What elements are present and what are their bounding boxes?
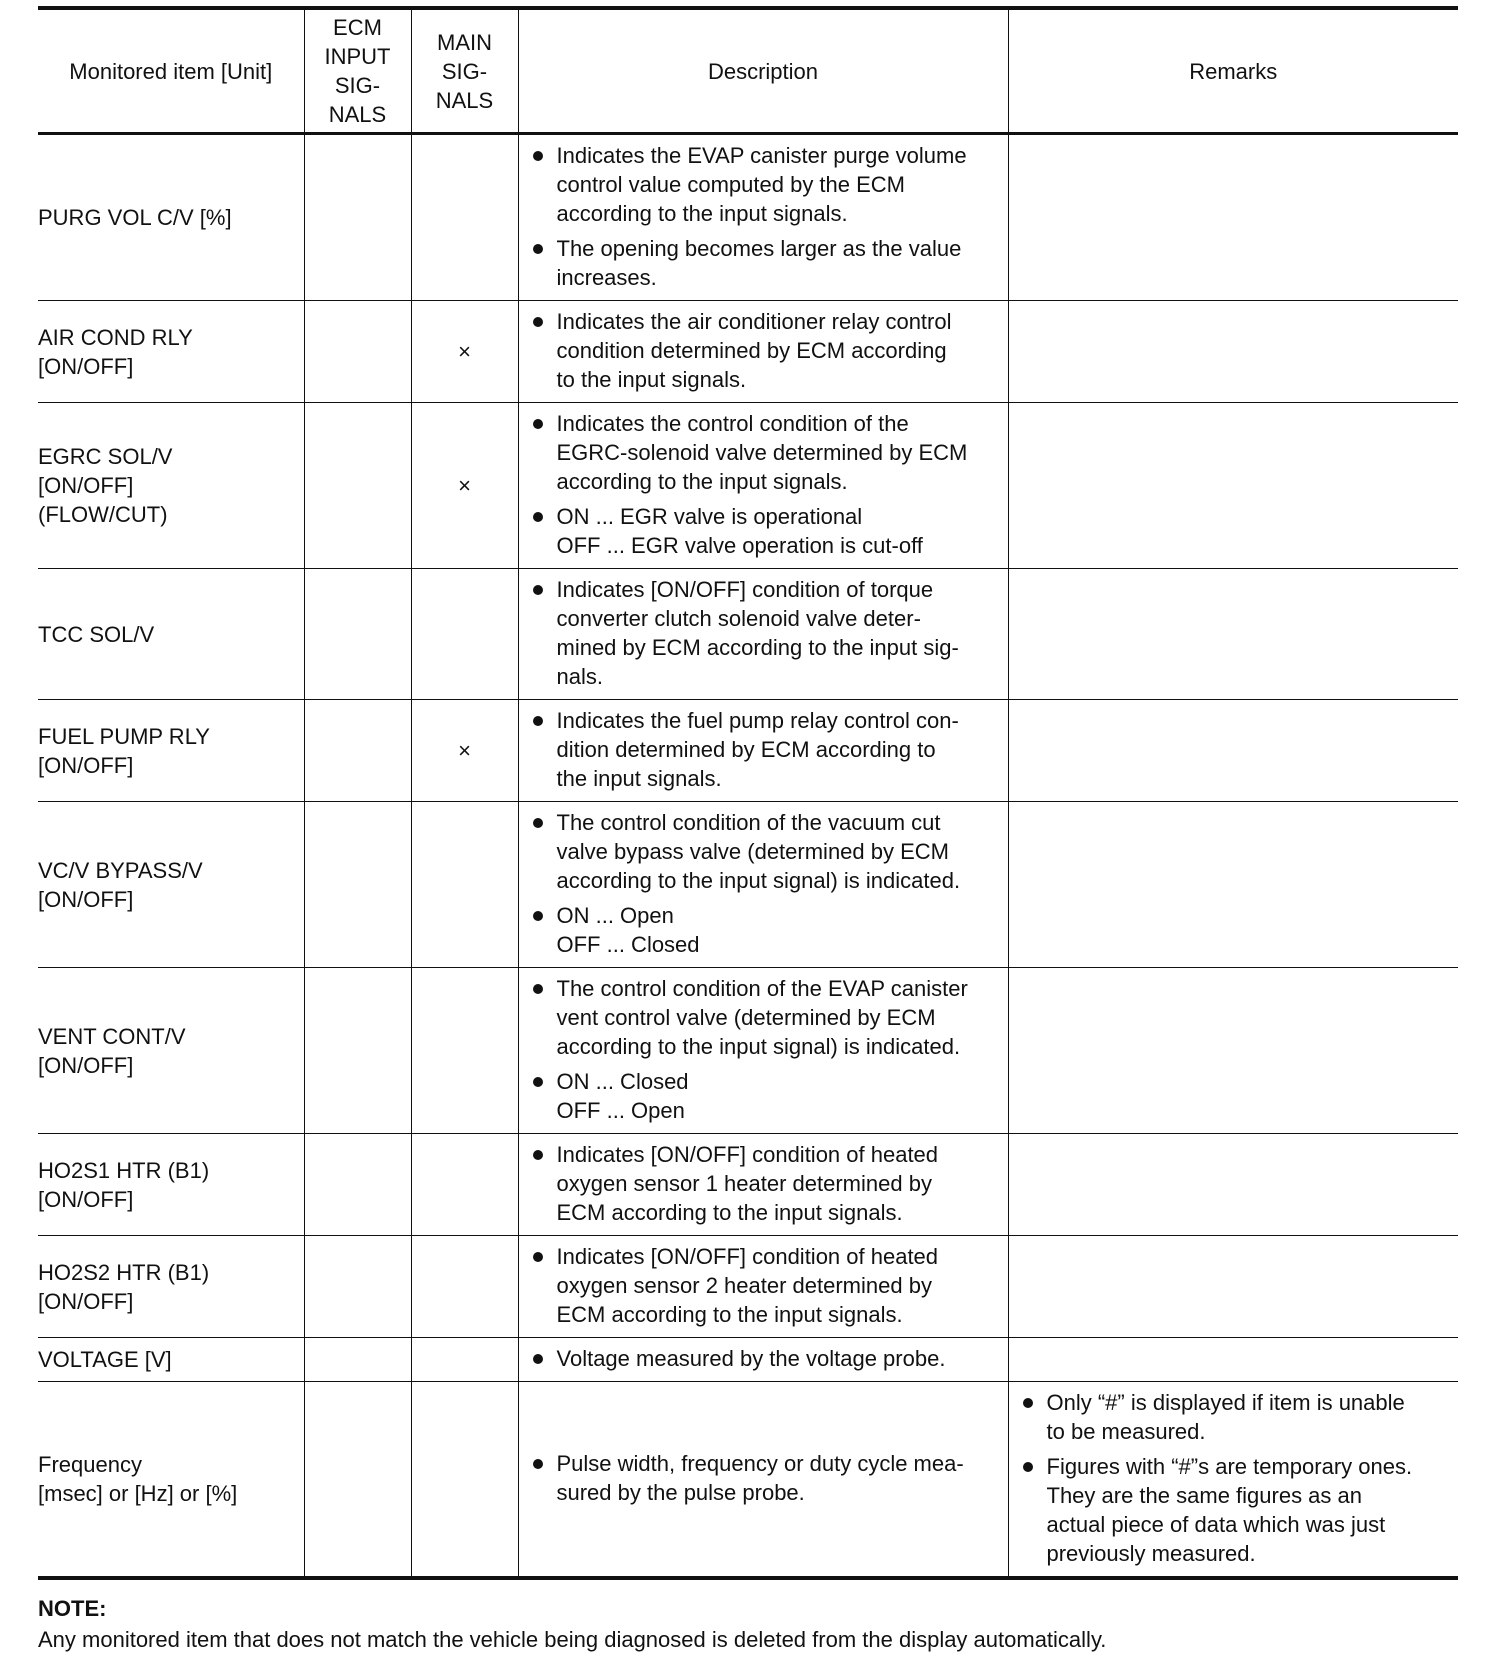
monitored-item-label: VOLTAGE [V]: [38, 1347, 172, 1372]
remarks-line: previously measured.: [1046, 1541, 1256, 1566]
header-main-signals: MAIN SIG- NALS: [411, 8, 518, 134]
description-bullet: [557, 974, 996, 1061]
description-line: OFF ... Closed: [556, 932, 700, 957]
monitored-item-cell: [38, 569, 304, 700]
description-line: ON ... EGR valve is operational: [556, 504, 863, 529]
description-list: [519, 700, 1008, 801]
description-line: the input signals.: [556, 766, 722, 791]
monitored-item-cell: [38, 1338, 304, 1382]
description-line: Voltage measured by the voltage probe.: [556, 1346, 946, 1371]
ecm-input-signal-cell: [304, 301, 411, 403]
monitored-item-cell: [38, 802, 304, 968]
description-bullet: [557, 901, 996, 959]
description-bullet: [557, 1067, 996, 1125]
remarks-line: They are the same figures as an: [1046, 1483, 1362, 1508]
header-remarks: Remarks: [1008, 8, 1458, 134]
monitored-item-label: [ON/OFF]: [38, 1052, 134, 1078]
monitored-item-label: VC/V BYPASS/V: [38, 857, 203, 883]
ecm-input-signal-cell: [304, 968, 411, 1134]
description-list: [519, 802, 1008, 967]
remarks-cell: [1008, 1382, 1458, 1579]
monitored-item-label: HO2S2 HTR (B1): [38, 1259, 210, 1285]
description-list: [519, 1236, 1008, 1337]
remarks-bullet: [1047, 1388, 1447, 1446]
remarks-cell: [1008, 968, 1458, 1134]
description-line: ON ... Open: [556, 903, 674, 928]
table-row: [38, 1382, 1458, 1579]
remarks-line: Only “#” is displayed if item is unable: [1046, 1390, 1405, 1415]
description-line: EGRC-solenoid valve determined by ECM: [556, 440, 968, 465]
description-bullet: [557, 141, 996, 228]
remarks-cell: [1008, 301, 1458, 403]
table-row: [38, 569, 1458, 700]
main-signal-cell: [411, 968, 518, 1134]
remarks-line: to be measured.: [1046, 1419, 1206, 1444]
description-line: Indicates [ON/OFF] condition of torque: [556, 577, 934, 602]
description-line: Indicates the air conditioner relay control: [556, 309, 952, 334]
description-bullet: [557, 575, 996, 691]
monitored-item-label: Frequency: [38, 1452, 142, 1477]
description-cell: [518, 1134, 1008, 1236]
description-cell: [518, 802, 1008, 968]
remarks-line: actual piece of data which was just: [1046, 1512, 1386, 1537]
monitored-item-cell: [38, 1134, 304, 1236]
description-line: Indicates [ON/OFF] condition of heated: [556, 1244, 939, 1269]
header-monitored-item: Monitored item [Unit]: [38, 8, 304, 134]
description-line: condition determined by ECM according: [556, 338, 947, 363]
description-line: The opening becomes larger as the value: [556, 236, 962, 261]
description-list: [519, 301, 1008, 402]
header-description: Description: [518, 8, 1008, 134]
description-line: according to the input signals.: [556, 469, 848, 494]
monitored-item-label: HO2S1 HTR (B1): [38, 1157, 210, 1183]
description-cell: [518, 134, 1008, 301]
header-row: [38, 8, 1458, 134]
description-line: ECM according to the input signals.: [556, 1302, 903, 1327]
description-list: [519, 968, 1008, 1133]
description-line: nals.: [556, 664, 603, 689]
description-line: Indicates the fuel pump relay control con-: [556, 708, 959, 733]
table-row: [38, 403, 1458, 569]
remarks-cell: [1008, 1134, 1458, 1236]
description-line: ECM according to the input signals.: [556, 1200, 903, 1225]
ecm-input-signal-cell: [304, 1382, 411, 1579]
ecm-input-signal-cell: [304, 1134, 411, 1236]
monitored-item-label: [ON/OFF]: [38, 473, 134, 498]
table-row: [38, 1134, 1458, 1236]
description-line: Indicates [ON/OFF] condition of heated: [556, 1142, 939, 1167]
description-line: mined by ECM according to the input sig-: [556, 635, 959, 660]
ecm-input-signal-cell: [304, 403, 411, 569]
description-line: valve bypass valve (determined by ECM: [556, 839, 949, 864]
main-signal-cell: ×: [411, 700, 518, 802]
monitored-items-table: [38, 6, 1458, 1580]
main-signal-cell: [411, 1338, 518, 1382]
monitored-item-label: TCC SOL/V: [38, 621, 155, 647]
main-signal-cell: ×: [411, 301, 518, 403]
main-signal-cell: [411, 569, 518, 700]
monitored-item-cell: [38, 1382, 304, 1579]
monitored-item-cell: [38, 403, 304, 569]
description-bullet: [557, 307, 996, 394]
monitored-item-label: [ON/OFF]: [38, 353, 134, 379]
remarks-cell: [1008, 134, 1458, 301]
remarks-cell: [1008, 569, 1458, 700]
description-cell: [518, 403, 1008, 569]
table-row: [38, 134, 1458, 301]
monitored-item-cell: [38, 1236, 304, 1338]
description-list: [519, 569, 1008, 699]
description-line: dition determined by ECM according to: [556, 737, 936, 762]
description-line: sured by the pulse probe.: [556, 1480, 805, 1505]
description-list: [519, 1134, 1008, 1235]
ecm-input-signal-cell: [304, 1236, 411, 1338]
description-line: vent control valve (determined by ECM: [556, 1005, 936, 1030]
table-body: [38, 134, 1458, 1579]
description-line: oxygen sensor 1 heater determined by: [556, 1171, 932, 1196]
description-line: The control condition of the EVAP canister: [556, 976, 968, 1001]
description-line: Pulse width, frequency or duty cycle mea-: [556, 1451, 964, 1476]
table-row: [38, 700, 1458, 802]
monitored-item-label: [msec] or [Hz] or [%]: [38, 1481, 238, 1506]
description-bullet: [557, 808, 996, 895]
table-row: [38, 1236, 1458, 1338]
description-cell: [518, 700, 1008, 802]
description-line: according to the input signals.: [556, 201, 848, 226]
monitored-item-label: AIR COND RLY: [38, 324, 193, 350]
description-line: Indicates the EVAP canister purge volume: [556, 143, 967, 168]
description-bullet: [557, 706, 996, 793]
description-cell: [518, 1338, 1008, 1382]
description-cell: [518, 569, 1008, 700]
description-line: ON ... Closed: [556, 1069, 689, 1094]
description-line: OFF ... Open: [556, 1098, 685, 1123]
table-row: [38, 301, 1458, 403]
description-list: [519, 403, 1008, 568]
description-bullet: [557, 502, 996, 560]
monitored-item-label: VENT CONT/V: [38, 1023, 186, 1049]
description-line: OFF ... EGR valve operation is cut-off: [556, 533, 923, 558]
monitored-item-label: FUEL PUMP RLY: [38, 723, 210, 749]
description-bullet: [557, 234, 996, 292]
monitored-item-label: EGRC SOL/V: [38, 444, 173, 469]
monitored-item-cell: [38, 968, 304, 1134]
description-line: to the input signals.: [556, 367, 747, 392]
remarks-cell: [1008, 1236, 1458, 1338]
monitored-item-label: PURG VOL C/V [%]: [38, 205, 232, 230]
description-line: according to the input signal) is indicated.: [556, 1034, 961, 1059]
description-bullet: [557, 1140, 996, 1227]
main-signal-cell: [411, 802, 518, 968]
table-row: [38, 968, 1458, 1134]
monitored-item-cell: [38, 700, 304, 802]
monitored-item-label: [ON/OFF]: [38, 752, 134, 778]
main-signal-cell: [411, 1134, 518, 1236]
description-line: The control condition of the vacuum cut: [556, 810, 941, 835]
remarks-cell: [1008, 802, 1458, 968]
monitored-item-cell: [38, 134, 304, 301]
description-bullet: [557, 1344, 996, 1373]
description-list: [519, 1443, 1008, 1515]
description-line: converter clutch solenoid valve deter-: [556, 606, 921, 631]
monitored-item-label: [ON/OFF]: [38, 1288, 134, 1314]
main-signal-cell: [411, 1236, 518, 1338]
description-bullet: [557, 409, 996, 496]
main-signal-cell: [411, 1382, 518, 1579]
description-line: according to the input signal) is indicated.: [556, 868, 961, 893]
remarks-line: Figures with “#”s are temporary ones.: [1046, 1454, 1413, 1479]
remarks-list: [1009, 1382, 1459, 1576]
monitored-item-label: (FLOW/CUT): [38, 502, 168, 527]
monitored-item-label: [ON/OFF]: [38, 886, 134, 912]
remarks-cell: [1008, 700, 1458, 802]
header-ecm-input-signals: ECM INPUT SIG- NALS: [304, 8, 411, 134]
description-line: increases.: [556, 265, 657, 290]
remarks-cell: [1008, 1338, 1458, 1382]
description-bullet: [557, 1449, 996, 1507]
description-bullet: [557, 1242, 996, 1329]
description-list: [519, 135, 1008, 300]
remarks-cell: [1008, 403, 1458, 569]
main-signal-cell: ×: [411, 403, 518, 569]
description-line: oxygen sensor 2 heater determined by: [556, 1273, 932, 1298]
table-row: [38, 802, 1458, 968]
monitored-item-cell: [38, 301, 304, 403]
description-line: Indicates the control condition of the: [556, 411, 909, 436]
ecm-input-signal-cell: [304, 134, 411, 301]
note-label: NOTE:: [38, 1596, 107, 1621]
description-line: control value computed by the ECM: [556, 172, 906, 197]
main-signal-cell: [411, 134, 518, 301]
ecm-input-signal-cell: [304, 569, 411, 700]
ecm-input-signal-cell: [304, 700, 411, 802]
table-row: [38, 1338, 1458, 1382]
description-list: [519, 1338, 1008, 1381]
description-cell: [518, 968, 1008, 1134]
ecm-input-signal-cell: [304, 1338, 411, 1382]
description-cell: [518, 1382, 1008, 1579]
ecm-input-signal-cell: [304, 802, 411, 968]
monitored-item-label: [ON/OFF]: [38, 1186, 134, 1212]
description-cell: [518, 301, 1008, 403]
description-cell: [518, 1236, 1008, 1338]
remarks-bullet: [1047, 1452, 1447, 1568]
note-text: Any monitored item that does not match the vehicle being diagnosed is deleted from the display automatically.: [38, 1627, 1107, 1652]
